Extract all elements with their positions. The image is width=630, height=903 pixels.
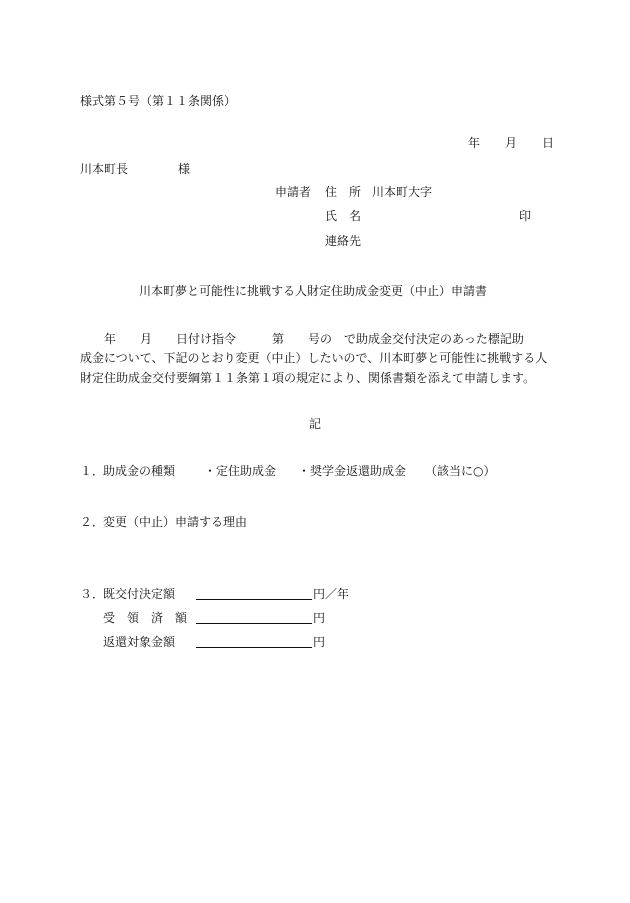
item3-row-juryo-unit: 円 xyxy=(313,611,326,625)
applicant-label: 申請者 xyxy=(275,185,312,199)
date-year: 年 xyxy=(468,136,481,150)
name-label: 氏 名 xyxy=(325,209,362,223)
item3-row-henkan-unit: 円 xyxy=(313,635,326,649)
addressee-name: 川本町長 xyxy=(80,162,129,176)
item2-number: ２． xyxy=(80,515,105,529)
document-title: 川本町夢と可能性に挑戦する人財定住助成金変更（中止）申請書 xyxy=(139,284,488,298)
date-month: 月 xyxy=(505,136,518,150)
item2-label: 変更（中止）申請する理由 xyxy=(103,515,248,529)
item1-note: （該当に○） xyxy=(425,464,496,478)
address-label: 住 所 xyxy=(325,185,362,199)
item3-row-kofu-unit: 円／年 xyxy=(313,587,350,601)
date-day: 日 xyxy=(542,136,555,150)
seal-mark: 印 xyxy=(519,209,532,223)
ki-heading: 記 xyxy=(309,417,322,431)
form-number: 様式第５号（第１１条関係） xyxy=(80,94,237,108)
item3-row-henkan-blank xyxy=(196,647,312,648)
item1-option-shogakukin: ・奨学金返還助成金 xyxy=(298,464,407,478)
body-line-1: 年 月 日付け指令 第 号の で助成金交付決定のあった標記助 xyxy=(80,332,524,346)
address-value: 川本町大字 xyxy=(372,185,433,199)
body-line-3: 財定住助成金交付要綱第１１条第１項の規定により、関係書類を添えて申請します。 xyxy=(80,371,536,385)
contact-label: 連絡先 xyxy=(325,234,362,248)
item1-option-teiju: ・定住助成金 xyxy=(204,464,277,478)
item1-number: １． xyxy=(80,464,105,478)
item3-row-juryo-label: 受 領 済 額 xyxy=(103,611,188,625)
item3-number: ３． xyxy=(80,587,105,601)
body-line-2: 成金について、下記のとおり変更（中止）したいので、川本町夢と可能性に挑戦する人 xyxy=(80,351,548,365)
addressee-honorific: 様 xyxy=(178,162,191,176)
item3-row-kofu-label: 既交付決定額 xyxy=(103,587,176,601)
item3-row-henkan-label: 返還対象金額 xyxy=(103,635,176,649)
item3-row-juryo-blank xyxy=(196,623,312,624)
item3-row-kofu-blank xyxy=(196,599,312,600)
item1-label: 助成金の種類 xyxy=(103,464,176,478)
